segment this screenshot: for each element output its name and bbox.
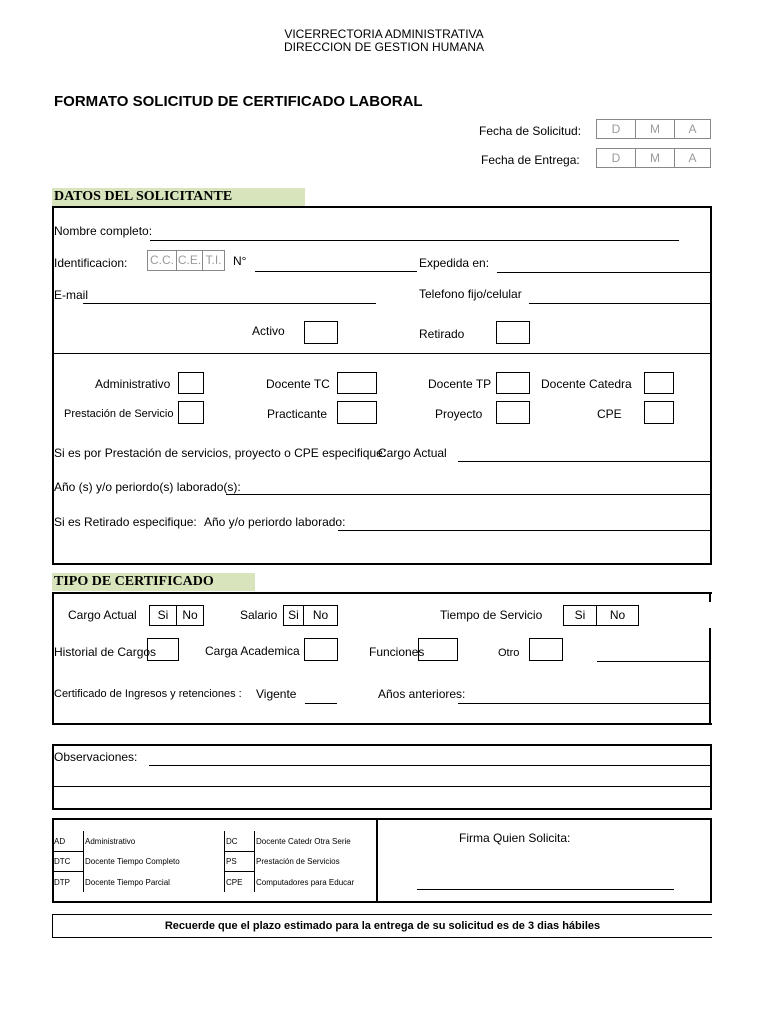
- docente-catedra-checkbox[interactable]: [644, 372, 674, 394]
- id-type-ce[interactable]: C.E.: [176, 250, 203, 271]
- docente-tc-label: Docente TC: [266, 377, 330, 391]
- practicante-label: Practicante: [267, 407, 328, 421]
- header-line-2: DIRECCION DE GESTION HUMANA: [283, 40, 484, 54]
- email-field[interactable]: [83, 303, 376, 304]
- nombre-field[interactable]: [150, 240, 679, 241]
- legend-col-divider-left: [83, 831, 84, 892]
- cargo-actual-label: Cargo Actual: [378, 446, 447, 460]
- retirado-label: Retirado: [419, 327, 465, 341]
- numero-label: N°: [233, 254, 247, 268]
- carga-academica-label: Carga Academica: [205, 644, 300, 658]
- retirado-especifique-label: Si es Retirado especifique:: [54, 515, 197, 529]
- cert-salario-no[interactable]: No: [303, 605, 338, 626]
- activo-label: Activo: [252, 324, 285, 338]
- fecha-solicitud-dia[interactable]: D: [596, 119, 636, 139]
- legend-desc: Docente Tiempo Completo: [85, 857, 180, 866]
- legend-col-divider-mid: [224, 831, 225, 892]
- fecha-entrega-label: Fecha de Entrega:: [481, 153, 580, 167]
- especifique-label: Si es por Prestación de servicios, proyecto o CPE especifique:: [54, 446, 387, 460]
- legend-desc: Docente Tiempo Parcial: [85, 878, 170, 887]
- otro-checkbox[interactable]: [529, 638, 563, 661]
- legend-code: DTP: [54, 878, 70, 887]
- funciones-label: Funciones: [369, 645, 425, 659]
- legend-code: PS: [226, 857, 237, 866]
- ingresos-label: Certificado de Ingresos y retenciones :: [54, 688, 242, 700]
- docente-catedra-label: Docente Catedra: [541, 377, 632, 391]
- legend-code: AD: [54, 837, 66, 846]
- expedida-label: Expedida en:: [419, 256, 490, 270]
- prestacion-checkbox[interactable]: [178, 401, 204, 424]
- numero-field[interactable]: [255, 271, 417, 272]
- docente-tp-checkbox[interactable]: [496, 372, 530, 394]
- anos-laborados-field[interactable]: [226, 494, 711, 495]
- nombre-label: Nombre completo:: [54, 224, 153, 238]
- fecha-solicitud-ano[interactable]: A: [674, 119, 711, 139]
- legend-row-divider: [53, 851, 83, 852]
- otro-field[interactable]: [597, 661, 709, 662]
- vigente-field[interactable]: [305, 703, 337, 704]
- anos-anteriores-label: Años anteriores:: [378, 687, 466, 701]
- legend-divider: [376, 819, 378, 902]
- legend-code: DC: [226, 837, 238, 846]
- firma-line[interactable]: [417, 889, 674, 890]
- cert-tiempo-si[interactable]: Si: [563, 605, 597, 626]
- legend-desc: Computadores para Educar: [256, 878, 355, 887]
- docente-tc-checkbox[interactable]: [337, 372, 377, 394]
- footer-note: Recuerde que el plazo estimado para la entrega de su solicitud es de 3 dias hábiles: [52, 914, 712, 938]
- ano-periodo-label: Año y/o periordo laborado:: [204, 515, 346, 529]
- funciones-checkbox[interactable]: [418, 638, 458, 661]
- legend-col-divider-right: [254, 831, 255, 892]
- id-type-ti[interactable]: T.I.: [202, 250, 225, 271]
- legend-desc: Prestación de Servicios: [256, 857, 340, 866]
- id-type-cc[interactable]: C.C.: [147, 250, 177, 271]
- practicante-checkbox[interactable]: [337, 401, 377, 424]
- administrativo-checkbox[interactable]: [178, 372, 204, 394]
- historial-checkbox[interactable]: [147, 638, 179, 661]
- vigente-label: Vigente: [256, 687, 297, 701]
- fecha-entrega-ano[interactable]: A: [674, 148, 711, 168]
- header-line-1: VICERRECTORIA ADMINISTRATIVA: [284, 27, 484, 41]
- otro-label: Otro: [498, 647, 520, 659]
- cert-salario-si[interactable]: Si: [283, 605, 304, 626]
- section-datos-solicitante: DATOS DEL SOLICITANTE: [52, 188, 305, 206]
- cert-cargo-si[interactable]: Si: [149, 605, 177, 626]
- email-label: E-mail: [54, 288, 89, 302]
- legend-code: DTC: [54, 857, 71, 866]
- telefono-label: Telefono fijo/celular: [419, 287, 522, 301]
- cert-cargo-no[interactable]: No: [176, 605, 204, 626]
- section-tipo-certificado: TIPO DE CERTIFICADO: [52, 573, 255, 591]
- observaciones-label: Observaciones:: [54, 750, 138, 764]
- anos-laborados-label: Año (s) y/o periordo(s) laborado(s):: [54, 480, 241, 494]
- identificacion-label: Identificacion:: [54, 256, 128, 270]
- certificado-frame-right-bottom: [709, 628, 711, 725]
- administrativo-label: Administrativo: [95, 377, 171, 391]
- retirado-checkbox[interactable]: [496, 321, 530, 344]
- form-title: FORMATO SOLICITUD DE CERTIFICADO LABORAL: [54, 93, 423, 110]
- proyecto-label: Proyecto: [435, 407, 483, 421]
- firma-label: Firma Quien Solicita:: [459, 831, 571, 845]
- proyecto-checkbox[interactable]: [496, 401, 530, 424]
- cert-salario-label: Salario: [240, 608, 278, 622]
- legend-row-divider: [224, 851, 254, 852]
- legend-code: CPE: [226, 878, 243, 887]
- fecha-solicitud-mes[interactable]: M: [635, 119, 675, 139]
- anos-anteriores-field[interactable]: [458, 703, 709, 704]
- docente-tp-label: Docente TP: [428, 377, 492, 391]
- legend-desc: Docente Catedr Otra Serie: [256, 837, 351, 846]
- telefono-field[interactable]: [529, 303, 711, 304]
- cert-cargo-actual-label: Cargo Actual: [68, 608, 137, 622]
- fecha-solicitud-label: Fecha de Solicitud:: [479, 124, 582, 138]
- carga-academica-checkbox[interactable]: [304, 638, 338, 661]
- ano-periodo-field[interactable]: [338, 530, 711, 531]
- cert-tiempo-label: Tiempo de Servicio: [440, 608, 543, 622]
- expedida-field[interactable]: [497, 272, 711, 273]
- fecha-entrega-mes[interactable]: M: [635, 148, 675, 168]
- legend-desc: Administrativo: [85, 837, 136, 846]
- observaciones-line-2[interactable]: [53, 786, 711, 787]
- legend-row-divider: [53, 871, 83, 872]
- cargo-actual-field[interactable]: [458, 461, 711, 462]
- solicitante-divider: [53, 353, 711, 354]
- prestacion-label: Prestación de Servicio: [64, 408, 174, 420]
- observaciones-line-1[interactable]: [149, 765, 711, 766]
- observaciones-frame: [52, 744, 712, 810]
- cpe-checkbox[interactable]: [644, 401, 674, 424]
- certificado-frame-right-top: [709, 592, 711, 602]
- cpe-label: CPE: [597, 407, 622, 421]
- historial-label: Historial de Cargos: [54, 645, 157, 659]
- legend-row-divider: [224, 871, 254, 872]
- fecha-entrega-dia[interactable]: D: [596, 148, 636, 168]
- activo-checkbox[interactable]: [304, 321, 338, 344]
- cert-tiempo-no[interactable]: No: [596, 605, 639, 626]
